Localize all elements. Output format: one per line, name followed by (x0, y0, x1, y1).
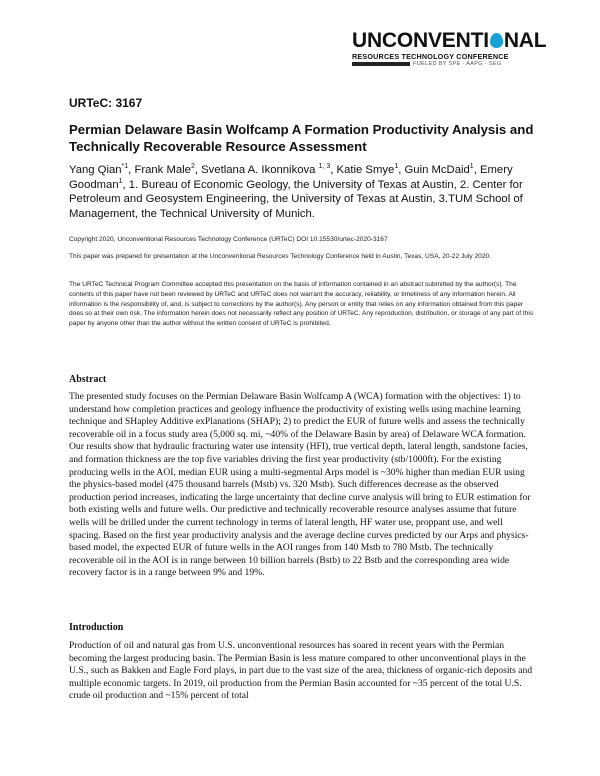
abstract-text: The presented study focuses on the Permian Delaware Basin Wolfcamp A (WCA) formation with the objectives: 1) to understand how completion practices and geology influence the productivity of existing wells using machine learning technique and SHapley Additive exPlanations (SHAP); 2) to predict the EUR of future wells and assess the technically recoverable oil in a focus study area (5,000 sq. mi, ~40% of the Delaware Basin by area) of Delaware WCA formation. Our results show that hydraulic fracturing water use intensity (HFI), true vertical depth, lateral length, sandstone facies, and formation thickness are the top five variables driving the first year productivity (stb/1000ft). For the existing producing wells in the AOI, median EUR using a multi-segmental Arps model is ~30% higher than median EUR using the physics-based model (475 thousand barrels (Mstb) vs. 320 Mstb). Such differences decrease as the observed production period increases, indicating the large uncertainty that decline curve analysis will bring to EUR estimation for both existing wells and future wells. Our predictive and technically recoverable resource analyses assume that future wells will be drilled under the current technology in terms of lateral length, HF water use, proppant use, and well spacing. Based on the first year productivity analysis and the average decline curves predicted by our Arps and physics-based model, the expected EUR of future wells in the AOI ranges from 140 Mstb to 780 Mstb. The technically recoverable oil in the AOI is in range between 10 billion barrels (Bstb) to 22 Bstb and the corresponding area wide recovery factor is in a range between 9% and 19%. (69, 391, 531, 579)
copyright-notice: Copyright 2020, Unconventional Resources Technology Conference (URTeC) DOI 10.15530/urtec-2020-3167 (69, 236, 388, 243)
paper-id: URTeC: 3167 (69, 96, 143, 110)
author-list: Yang Qian$^{*1}$, Frank Male$^2$, Svetlana A. Ikonnikova $^{1, 3}$, Katie Smye$^1$, Guin McDaid$^1$, Emery Goodman$^1$, 1. Bureau of Economic Geology, the University of Texas at Austin, 2. Center for Petroleum and Geosystem Engineering, the University of Texas at Austin, 3.TUM School of Management, the Technical University of Munich. (69, 163, 523, 220)
presentation-notice: This paper was prepared for presentation at the Unconventional Resources Technology Conference held in Austin, Texas, USA, 20-22 July 2020. (69, 253, 492, 260)
droplet-icon (490, 33, 503, 48)
introduction-text: Production of oil and natural gas from U.S. unconventional resources has soared in recent years with the Permian becoming the largest producing basin. The Permian Basin is less mature compared to other unconventional plays in the U.S., such as Bakken and Eagle Ford plays, in part due to the vast size of the area, thickness of organic-rich deposits and multiple economic targets. In 2019, oil production from the Permian Basin accounted for ~35 percent of the total U.S. crude oil production and ~15% percent of total (69, 640, 533, 702)
abstract-heading: Abstract (69, 374, 107, 385)
logo-word-end: NAL (503, 29, 547, 52)
logo-subtitle: RESOURCES TECHNOLOGY CONFERENCE (352, 52, 509, 61)
logo-word-start: UNCONVENTI (352, 29, 489, 52)
logo-fueled-text: FUELED BY SPE · AAPG · SEG (413, 61, 502, 67)
logo-bar-icon (352, 62, 410, 66)
paper-title: Permian Delaware Basin Wolfcamp A Formation Productivity Analysis and Technically Recoverable Resource Assessment (69, 122, 534, 154)
committee-disclaimer: The URTeC Technical Program Committee accepted this presentation on the basis of information contained in an abstract submitted by the author(s). The contents of this paper have not been reviewed by URTeC and URTeC does not warrant the accuracy, reliability, or timeliness of any information herein. All information is the responsibility of, and, is subject to corrections by the author(s). Any person or entity that relies on any information obtained from this paper does so at their own risk. The information herein does not necessarily reflect any position of URTeC. Any reproduction, distribution, or storage of any part of this paper by anyone other than the author without the written consent of URTeC is prohibited. (69, 281, 534, 328)
logo-wordmark (352, 30, 546, 52)
conference-logo (352, 29, 547, 70)
introduction-heading: Introduction (69, 622, 124, 633)
logo-fueled-by (352, 61, 502, 67)
